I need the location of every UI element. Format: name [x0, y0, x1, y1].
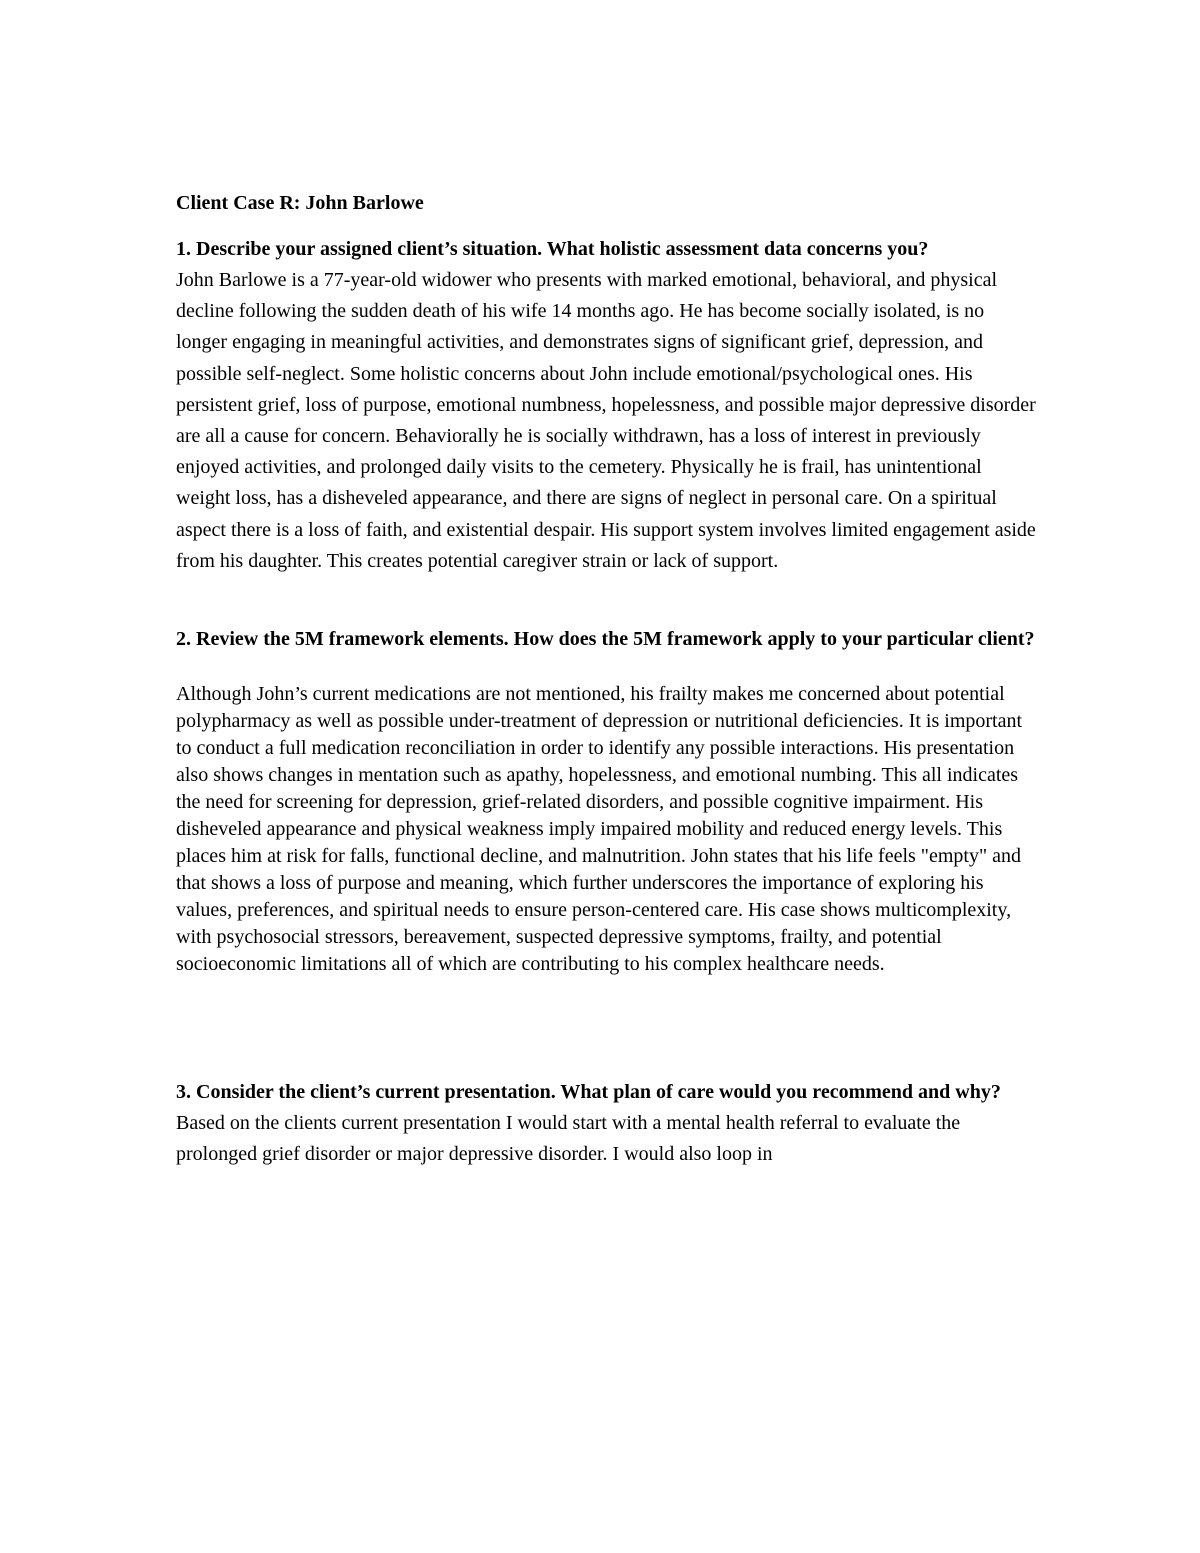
question-3-heading: 3. Consider the client’s current presentation. What plan of care would you recommend and why?	[176, 1081, 1001, 1104]
question-1-answer: John Barlowe is a 77-year-old widower who presents with marked emotional, behavioral, and physical decline following the sudden death of his wife 14 months ago. He has become socially isolated, is no longer engaging in meaningful activities, and demonstrates signs of significant grief, depression, and possible self-neglect. Some holistic concerns about John include emotional/psychological ones. His persistent grief, loss of purpose, emotional numbness, hopelessness, and possible major depressive disorder are all a cause for concern. Behaviorally he is socially withdrawn, has a loss of interest in previously enjoyed activities, and prolonged daily visits to the cemetery. Physically he is frail, has unintentional weight loss, has a disheveled appearance, and there are signs of neglect in personal care. On a spiritual aspect there is a loss of faith, and existential despair. His support system involves limited engagement aside from his daughter. This creates potential caregiver strain or lack of support.	[176, 269, 1036, 572]
question-2-answer: Although John’s current medications are not mentioned, his frailty makes me concerned about potential polypharmacy as well as possible under-treatment of depression or nutritional deficiencies. It is important to conduct a full medication reconciliation in order to identify any possible interactions. His presentation also shows changes in mentation such as apathy, hopelessness, and emotional numbing. This all indicates the need for screening for depression, grief-related disorders, and possible cognitive impairment. His disheveled appearance and physical weakness imply impaired mobility and reduced energy levels. This places him at risk for falls, functional decline, and malnutrition. John states that his life feels "empty" and that shows a loss of purpose and meaning, which further underscores the importance of exploring his values, preferences, and spiritual needs to ensure person-centered care. His case shows multicomplexity, with psychosocial stressors, bereavement, suspected depressive symptoms, frailty, and potential socioeconomic limitations all of which are contributing to his complex healthcare needs.	[176, 683, 1023, 976]
question-2-heading: 2. Review the 5M framework elements. How does the 5M framework apply to your particular client?	[176, 628, 1035, 651]
question-3-answer: Based on the clients current presentation I would start with a mental health referral to evaluate the prolonged grief disorder or major depressive disorder. I would also loop in	[176, 1112, 961, 1166]
question-1-heading: 1. Describe your assigned client’s situation. What holistic assessment data concerns you?	[176, 238, 929, 260]
document-page	[176, 188, 1036, 1170]
document-title: Client Case R: John Barlowe	[176, 192, 424, 214]
